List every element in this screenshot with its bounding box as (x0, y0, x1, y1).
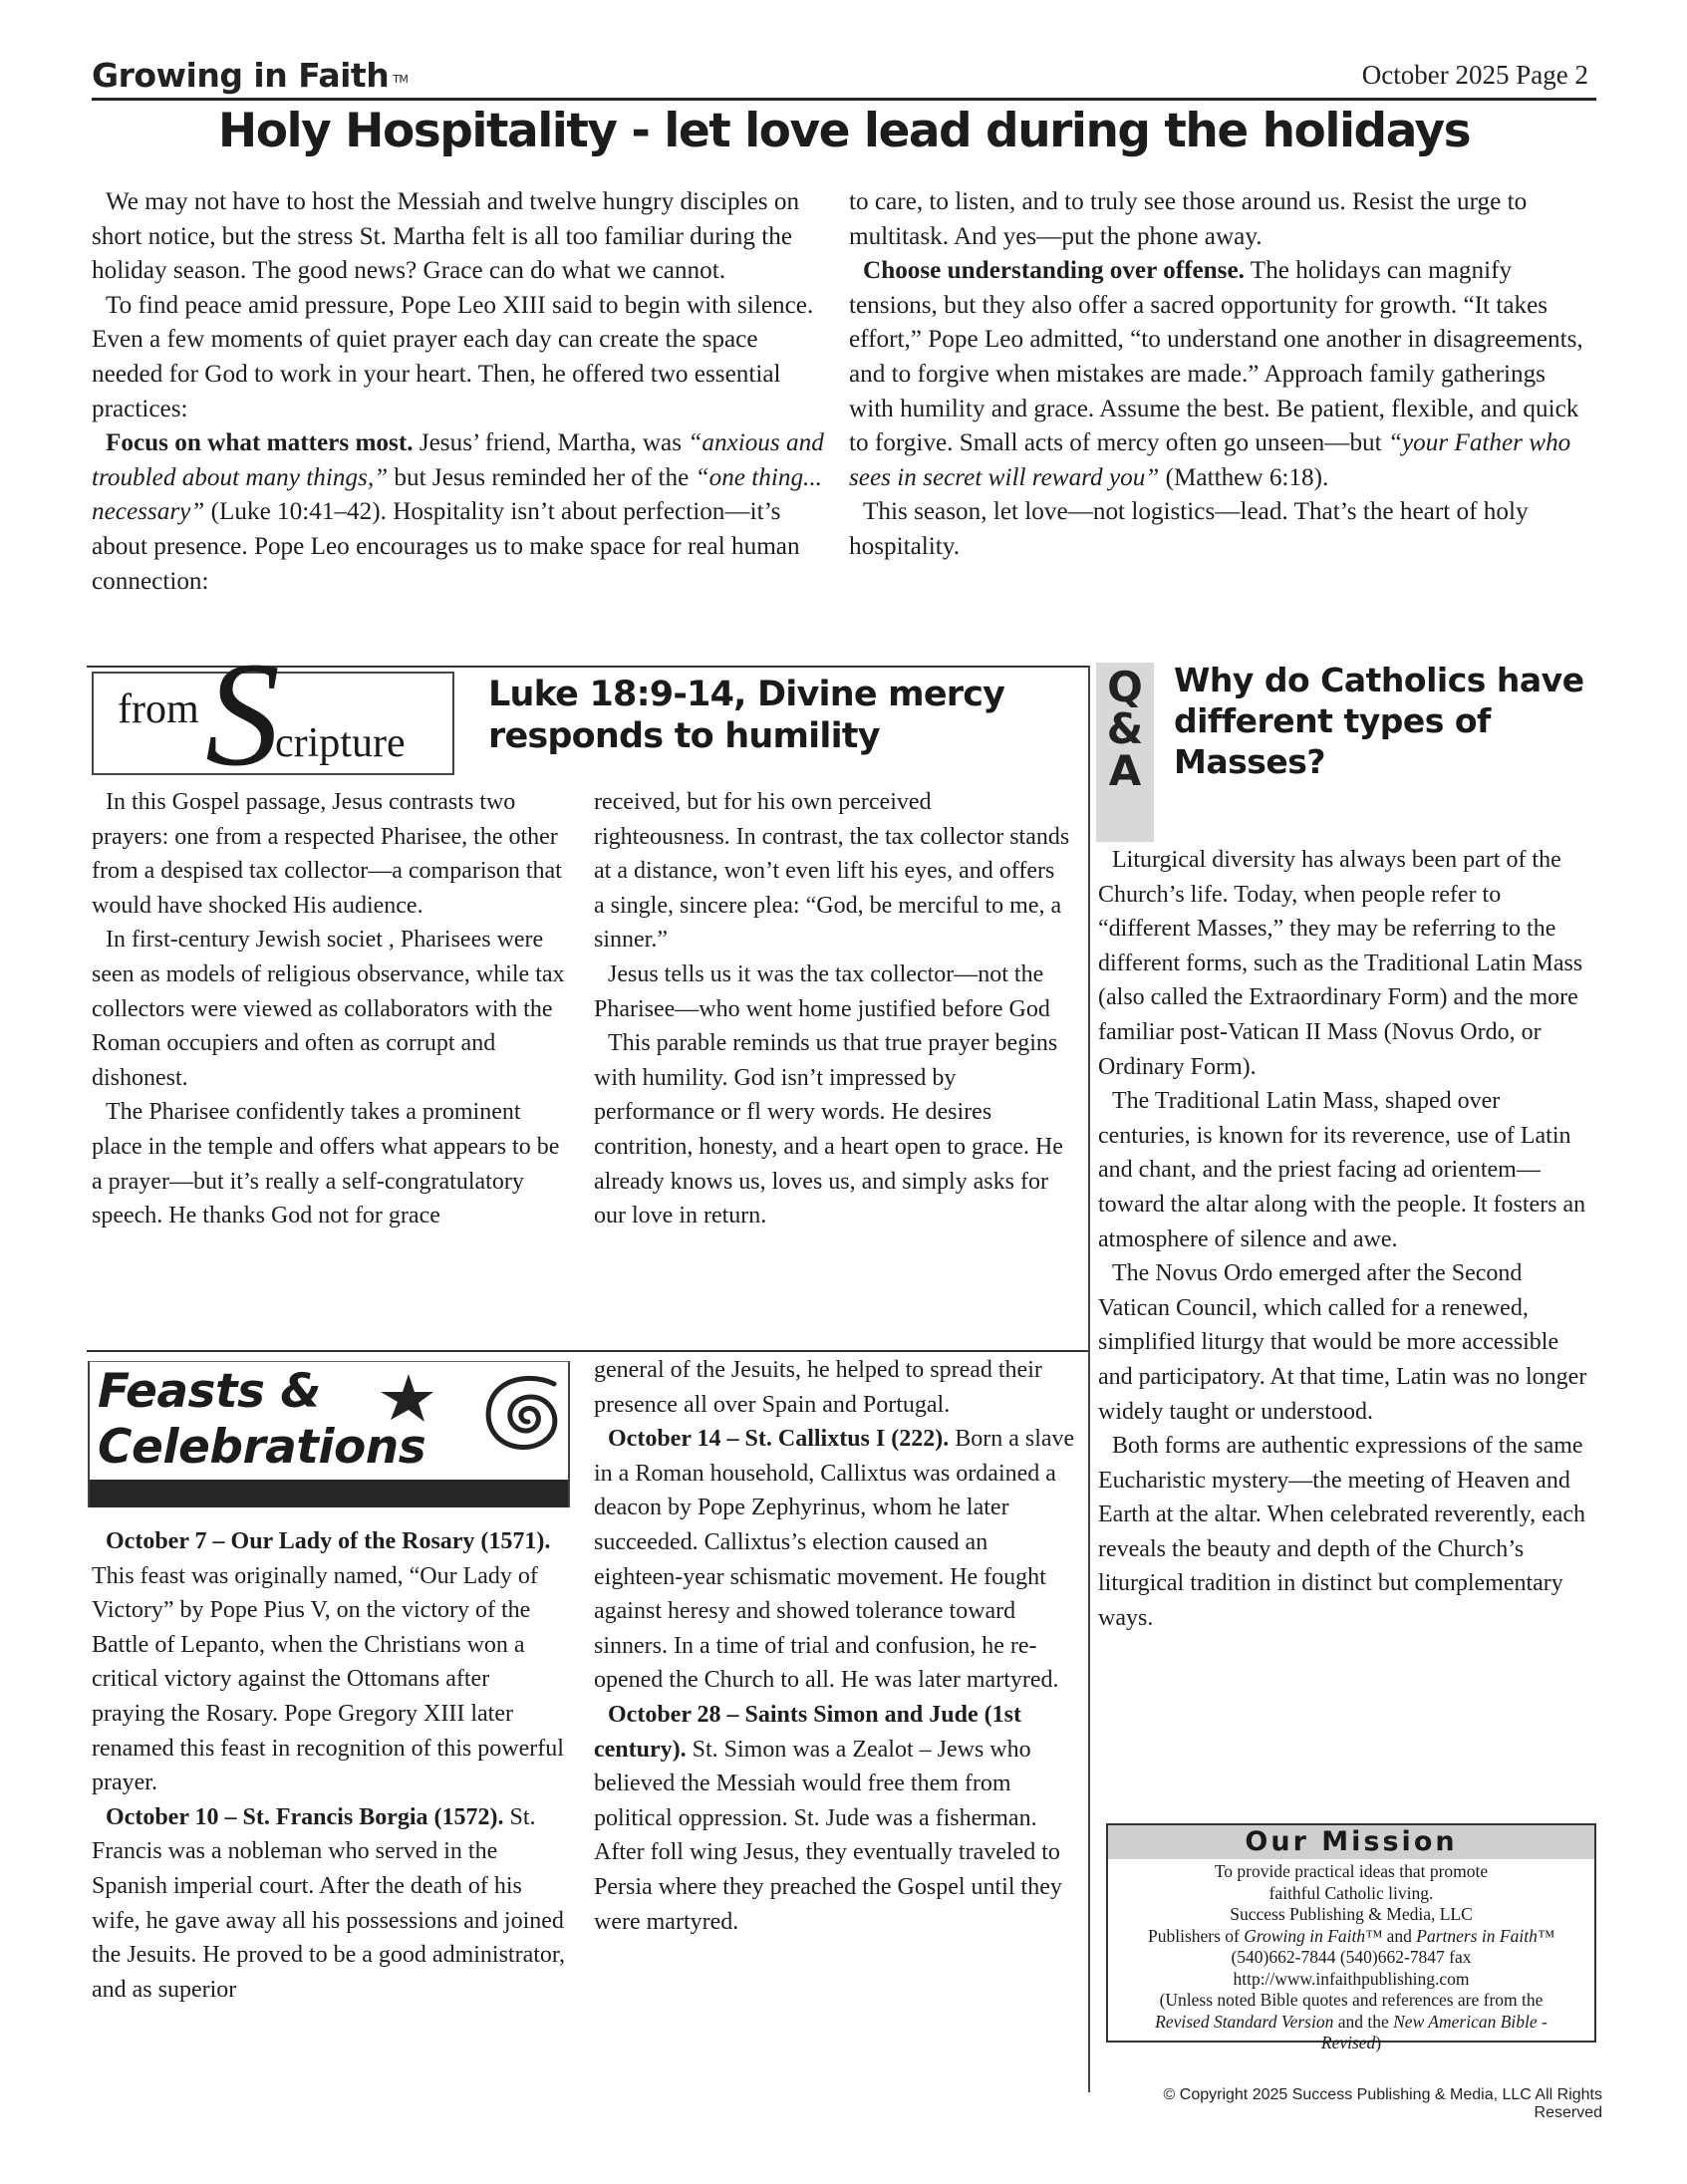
text-run: (Luke 10:41–42). Hospitality isn’t about perfection—it’s about presence. Pope Leo encourages us to make space for real human connection: (92, 498, 800, 595)
logo-cripture: cripture (275, 720, 406, 766)
scripture-paragraph: This parable reminds us that true prayer begins with humility. God isn’t impressed by performance or fl wery words. He desires contrition, honesty, and a heart open to grace. He already knows us, loves us, and simply asks for our love in return. (594, 1030, 1063, 1229)
logo-s: S (205, 632, 280, 797)
text-run: and (1382, 1925, 1417, 1946)
feast-item (92, 1524, 568, 1800)
qa-badge-a: A (1108, 746, 1142, 795)
scripture-paragraph: Jesus tells us it was the tax collector—not the Pharisee—who went home justified before God (594, 960, 1050, 1022)
feast-item-continued: general of the Jesuits, he helped to spread their presence all over Spain and Portugal. (594, 1357, 1042, 1418)
article-paragraph-continued: to care, to listen, and to truly see those around us. Resist the urge to multitask. And yes—put the phone away. (849, 188, 1528, 250)
qa-title: Why do Catholics have different types of Masses? (1174, 661, 1584, 781)
quote: “one thing... necessary” (92, 463, 822, 526)
qa-badge-q: Q (1107, 663, 1143, 711)
mission-line (1108, 2012, 1594, 2034)
feast-item (594, 1422, 1082, 1698)
bible-version: Revised (1320, 2033, 1376, 2052)
quote: “anxious and troubled about many things,” (92, 429, 824, 491)
bible-version: New American Bible - (1393, 2011, 1547, 2032)
feasts-logo-line2: Celebrations (98, 1420, 426, 1475)
mission-line: (Unless noted Bible quotes and references are from the (1159, 1990, 1544, 2010)
text-run: ) (1375, 2033, 1382, 2052)
newsletter-brand (92, 56, 408, 95)
mission-line (1108, 1926, 1594, 1948)
logo-from: from (118, 686, 199, 732)
feast-heading: October 28 – Saints Simon and Jude (1st century). (594, 1701, 1021, 1763)
website-link[interactable]: http://www.infaithpublishing.com (1233, 1968, 1470, 1989)
feast-text: St. Francis was a nobleman who served in the Spanish imperial court. After the death of his wife, he gave away all his possessions and joined the Jesuits. He proved to be a good administrator, and as superior (92, 1803, 565, 2003)
from-scripture-logo (92, 632, 454, 797)
feasts-column-right (594, 1353, 1082, 1939)
our-mission-box (1106, 1823, 1596, 2052)
feast-heading: October 14 – St. Callixtus I (222). (608, 1426, 950, 1453)
subheading: Choose understanding over offense. (863, 257, 1245, 285)
mission-line: faithful Catholic living. (1268, 1882, 1434, 1903)
feasts-logo-line1: Feasts & (98, 1364, 321, 1419)
trademark: TM (393, 73, 409, 86)
scripture-paragraph: In first-century Jewish societ , Pharisees were seen as models of religious observance, while tax collectors were viewed as collaborators with the Roman occupiers and often as corrupt and dishonest. (92, 927, 565, 1091)
text-run: Jesus’ friend, Martha, was (413, 429, 689, 457)
mission-line: To provide practical ideas that promote (1214, 1861, 1489, 1881)
qa-badge-amp: & (1106, 704, 1144, 753)
bible-version: Revised Standard Version (1155, 2011, 1334, 2032)
publication-name: Growing in Faith™ (1244, 1925, 1383, 1946)
spiral-icon (476, 1368, 572, 1476)
text-run: and the (1333, 2011, 1394, 2032)
feast-item (594, 1698, 1082, 1939)
feast-text: St. Simon was a Zealot – Jews who believed the Messiah would free them from political oppression. St. Jude was a fisherman. After foll wing Jesus, they eventually traveled to Persia where they preached the Gospel until they were martyred. (594, 1736, 1062, 1935)
text-run: (Matthew 6:18). (1159, 463, 1329, 491)
feast-item (92, 1800, 568, 2008)
feasts-column-left (92, 1524, 568, 2007)
article-paragraph: This season, let love—not logistics—lead. That’s the heart of holy hospitality. (849, 498, 1529, 560)
article-column-right (849, 185, 1591, 565)
mission-line (1108, 2033, 1594, 2054)
star-icon (377, 1370, 436, 1430)
brand-name: Growing in Faith (92, 56, 390, 95)
mission-body (1108, 1859, 1594, 2054)
masthead (92, 56, 1596, 100)
text-run: The holidays can magnify tensions, but they also offer a sacred opportunity for growth. “It takes effort,” Pope Leo admitted, “to understand one another in disagreements, and to forgive when mistakes are made.” Approach family gatherings with humility and grace. Assume the best. Be patient, flexible, and quick to forgive. Small acts of mercy often go unseen—but (849, 257, 1583, 457)
mission-heading: Our Mission (1108, 1825, 1594, 1859)
quote: “your Father who sees in secret will reward you” (849, 429, 1571, 491)
qa-body (1098, 843, 1596, 1636)
feast-heading: October 7 – Our Lady of the Rosary (1571). (106, 1528, 551, 1554)
copyright-notice: © Copyright 2025 Success Publishing & Media, LLC All Rights Reserved (1163, 2086, 1602, 2121)
article-paragraph: We may not have to host the Messiah and twelve hungry disciples on short notice, but the stress St. Martha felt is all too familiar during the holiday season. The good news? Grace can do what we cannot. (92, 188, 800, 285)
feasts-section-rule (87, 1350, 1088, 1352)
qa-badge (1096, 663, 1154, 842)
qa-column-divider (1088, 666, 1090, 2092)
header-rule (92, 98, 1596, 101)
article-column-left (92, 185, 829, 599)
article-paragraph (92, 426, 829, 599)
phone-fax: (540)662-7844 (540)662-7847 fax (1231, 1947, 1472, 1967)
text-run: Publishers of (1148, 1925, 1245, 1946)
qa-paragraph: Both forms are authentic expressions of the same Eucharistic mystery—the meeting of Heaven and Earth at the altar. When celebrated reverently, each reveals the beauty and depth of the Church’s liturgical tradition in distinct but complementary ways. (1098, 1433, 1586, 1632)
feast-text: This feast was originally named, “Our Lady of Victory” by Pope Pius V, on the victory of the Battle of Lepanto, when the Christians won a critical victory against the Ottomans after praying the Rosary. Pope Gregory XIII later renamed this feast in recognition of this powerful prayer. (92, 1562, 564, 1796)
scripture-column-right (594, 785, 1070, 1233)
text-run: but Jesus reminded her of the (388, 463, 696, 491)
scripture-paragraph-continued: received, but for his own perceived righteousness. In contrast, the tax collector stands at a distance, won’t even lift his eyes, and offers a single, sincere plea: “God, be merciful to me, a sinner.” (594, 789, 1070, 954)
qa-paragraph: The Novus Ordo emerged after the Second Vatican Council, which called for a renewed, simplified liturgy that would be more accessible and participatory. At that time, Latin was no longer widely taught or understood. (1098, 1260, 1587, 1425)
subheading: Focus on what matters most. (106, 429, 414, 457)
feast-text: Born a slave in a Roman household, Callixtus was ordained a deacon by Pope Zephyrinus, whom he later succeeded. Callixtus’s election caused an eighteen-year schismatic movement. He fought against heresy and showed tolerance toward sinners. In a time of trial and confusion, he re-opened the Church to all. He was later martyred. (594, 1426, 1075, 1694)
scripture-title: Luke 18:9-14, Divine mercy responds to humility (488, 675, 1005, 756)
article-paragraph: To find peace amid pressure, Pope Leo XIII said to begin with silence. Even a few moments of quiet prayer each day can create the space needed for God to work in your heart. Then, he offered two essential practices: (92, 291, 814, 422)
publication-name: Partners in Faith™ (1416, 1925, 1554, 1946)
issue-date-page: October 2025 Page 2 (1361, 60, 1588, 90)
scripture-paragraph: The Pharisee confidently takes a prominent place in the temple and offers what appears to be a prayer—but it’s really a self-congratulatory speech. He thanks God not for grace (92, 1099, 560, 1229)
feasts-celebrations-logo (88, 1361, 570, 1507)
scripture-column-left (92, 785, 568, 1233)
qa-paragraph: The Traditional Latin Mass, shaped over centuries, is known for its reverence, use of Latin and chant, and the priest facing ad orientem—toward the altar along with the people. It fosters an atmosphere of silence and awe. (1098, 1088, 1586, 1252)
qa-paragraph: Liturgical diversity has always been part of the Church’s life. Today, when people refer to “different Masses,” they may be referring to the different forms, such as the Traditional Latin Mass (also called the Extraordinary Form) and the more familiar post-Vatican II Mass (Novus Ordo, or Ordinary Form). (1098, 847, 1583, 1080)
article-title: Holy Hospitality - let love lead during the holidays (217, 104, 1471, 158)
scripture-paragraph: In this Gospel passage, Jesus contrasts two prayers: one from a respected Pharisee, the other from a despised tax collector—a comparison that would have shocked His audience. (92, 789, 562, 919)
feast-heading: October 10 – St. Francis Borgia (1572). (106, 1803, 504, 1830)
feasts-logo-bar (90, 1480, 568, 1507)
article-paragraph (849, 254, 1591, 495)
publisher-name: Success Publishing & Media, LLC (1230, 1904, 1473, 1924)
